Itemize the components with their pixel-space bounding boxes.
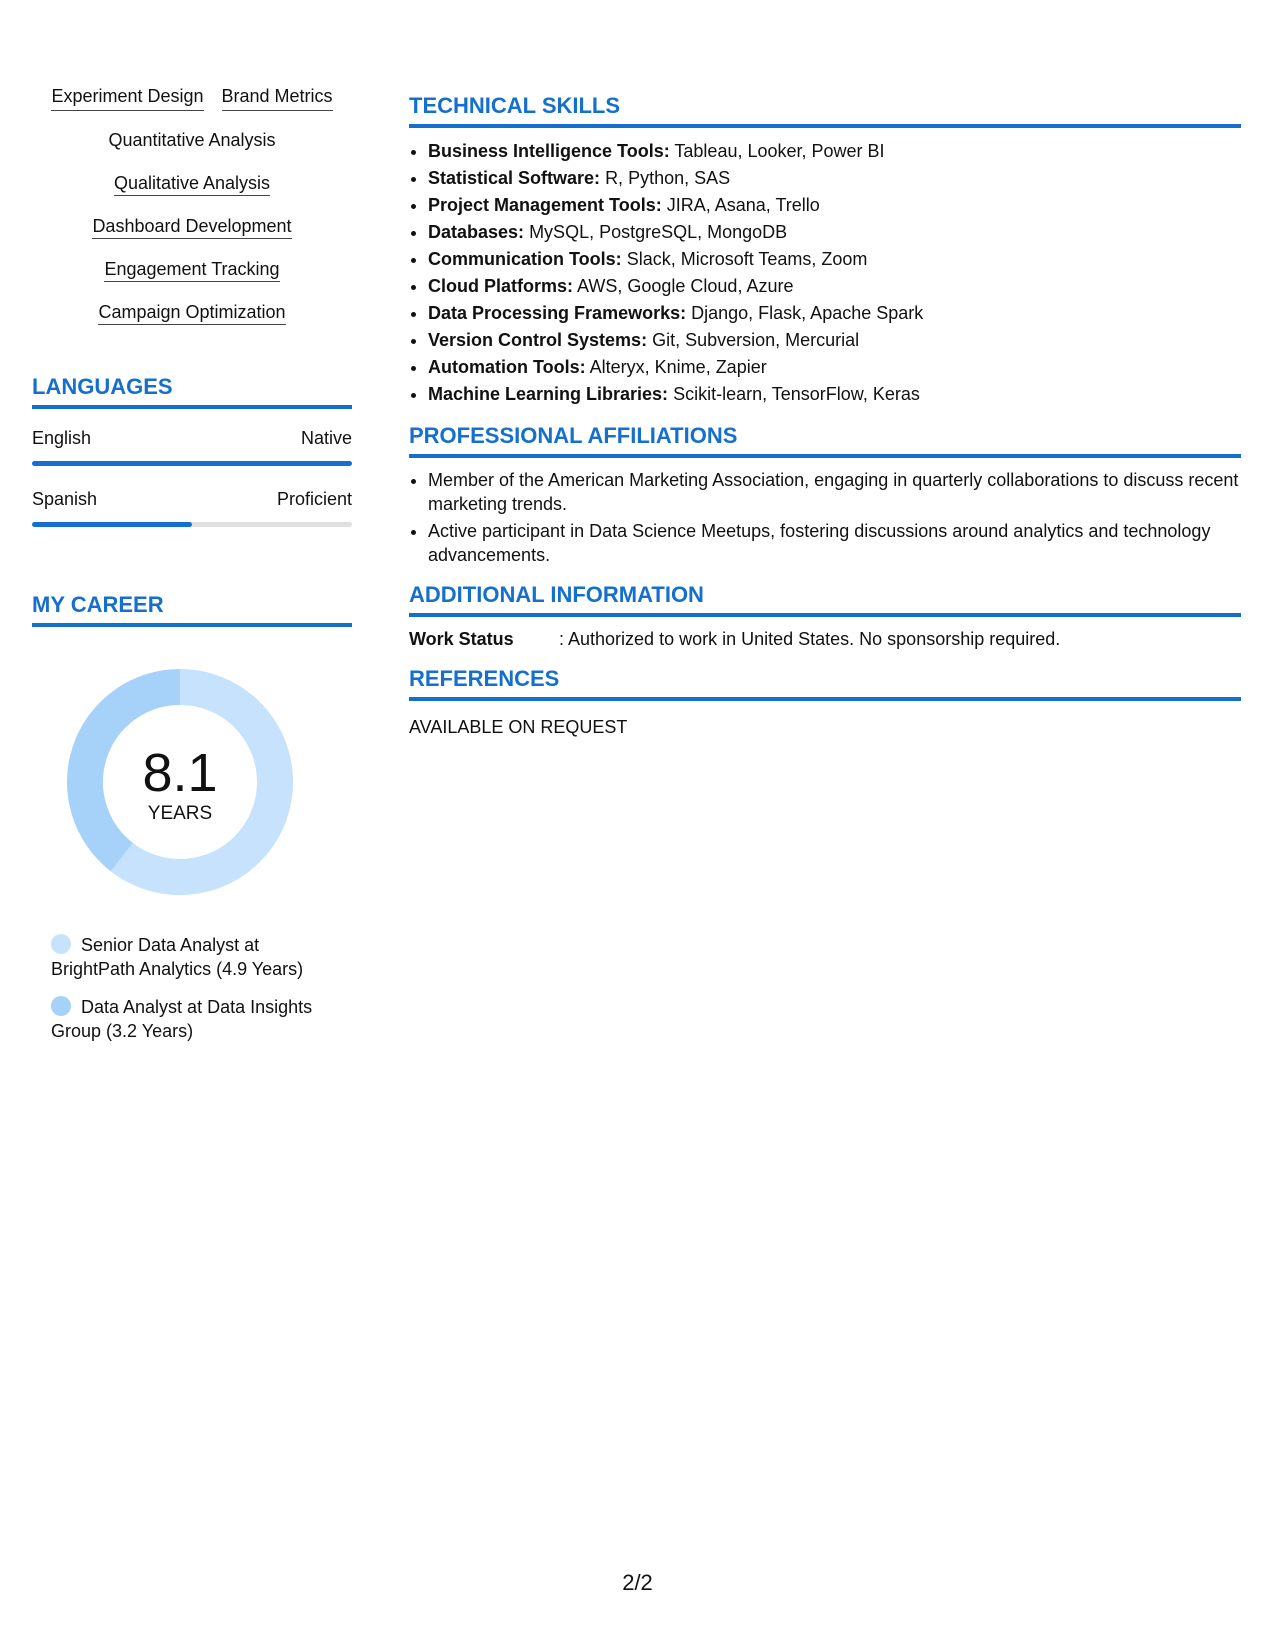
skill-category-label: Communication Tools: (428, 249, 622, 269)
legend-item (51, 933, 341, 981)
technical-skills-list (409, 138, 1241, 408)
references-heading: REFERENCES (409, 665, 1241, 701)
technical-skills-heading: TECHNICAL SKILLS (409, 92, 1241, 128)
skill-tag (32, 214, 352, 240)
list-item: • Member of the American Marketing Association, engaging in quarterly collaborations to discuss recent marketing trends. (428, 468, 1241, 516)
skill-list-item (428, 327, 1241, 354)
career-heading: MY CAREER (32, 591, 352, 627)
skill-tag-text: Qualitative Analysis (114, 173, 270, 196)
skill-category-label: Project Management Tools: (428, 195, 662, 215)
skill-list-item (428, 300, 1241, 327)
skill-category-value: Alteryx, Knime, Zapier (589, 357, 767, 377)
legend-dot-icon (51, 996, 71, 1016)
affiliations-list (409, 468, 1241, 567)
language-bar-fill (32, 461, 352, 466)
list-item: • Active participant in Data Science Meetups, fostering discussions around analytics and technology advancements. (428, 519, 1241, 567)
skill-tag: Quantitative Analysis (108, 130, 276, 150)
skill-list-item (428, 192, 1241, 219)
skill-list-item (428, 273, 1241, 300)
affiliations-section (409, 422, 1241, 567)
career-donut-chart (67, 669, 293, 895)
skill-tag (32, 300, 352, 326)
skill-list-item (428, 354, 1241, 381)
skill-category-value: MySQL, PostgreSQL, MongoDB (529, 222, 788, 242)
skill-tag-text: Engagement Tracking (104, 259, 279, 282)
skill-tag-text: Campaign Optimization (98, 302, 285, 325)
career-total-unit: YEARS (147, 803, 213, 824)
skill-list-item (428, 381, 1241, 408)
skill-tag (32, 171, 352, 197)
skill-list-item (428, 219, 1241, 246)
skill-tag: Experiment Design (51, 84, 203, 111)
language-bar (32, 461, 352, 466)
skill-list-item (428, 246, 1241, 273)
skill-category-label: Cloud Platforms: (428, 276, 574, 296)
additional-info-section (409, 581, 1241, 651)
career-legend (51, 933, 341, 1043)
languages-heading: LANGUAGES (32, 373, 352, 409)
skill-category-label: Business Intelligence Tools: (428, 141, 670, 161)
language-level: Native (300, 428, 352, 448)
references-text: AVAILABLE ON REQUEST (409, 717, 628, 737)
language-name: Spanish (32, 489, 98, 509)
legend-item (51, 995, 341, 1043)
skill-tag-text: Dashboard Development (92, 216, 291, 239)
skill-category-value: Scikit-learn, TensorFlow, Keras (673, 384, 920, 404)
skill-category-value: AWS, Google Cloud, Azure (577, 276, 794, 296)
skill-category-value: Django, Flask, Apache Spark (691, 303, 924, 323)
additional-info-heading: ADDITIONAL INFORMATION (409, 581, 1241, 617)
language-level: Proficient (276, 489, 352, 509)
work-status-row (409, 627, 1241, 651)
skill-tag (32, 257, 352, 283)
language-english (32, 427, 352, 466)
skill-tag: Brand Metrics (222, 84, 333, 111)
work-status-label: Work Status (409, 629, 514, 649)
skill-list-item (428, 138, 1241, 165)
legend-dot-icon (51, 934, 71, 954)
skill-category-label: Data Processing Frameworks: (428, 303, 687, 323)
technical-skills-section (409, 92, 1241, 408)
skill-category-value: Git, Subversion, Mercurial (652, 330, 860, 350)
language-bar-fill (32, 522, 192, 527)
skill-category-label: Automation Tools: (428, 357, 586, 377)
skills-cloud (32, 84, 352, 343)
skill-category-label: Statistical Software: (428, 168, 601, 188)
page-number: 2/2 (622, 1570, 653, 1595)
skill-category-label: Machine Learning Libraries: (428, 384, 669, 404)
references-section (409, 665, 1241, 739)
career-total-years: 8.1 (142, 743, 218, 803)
legend-label: Senior Data Analyst at BrightPath Analytics (4.9 Years) (51, 935, 304, 979)
skill-category-value: Tableau, Looker, Power BI (674, 141, 885, 161)
skill-category-label: Databases: (428, 222, 525, 242)
skill-category-value: JIRA, Asana, Trello (666, 195, 820, 215)
language-name: English (32, 428, 92, 448)
affiliations-heading: PROFESSIONAL AFFILIATIONS (409, 422, 1241, 458)
skill-list-item (428, 165, 1241, 192)
skill-category-label: Version Control Systems: (428, 330, 648, 350)
legend-label: Data Analyst at Data Insights Group (3.2 Years) (51, 997, 313, 1041)
left-column (32, 84, 352, 1057)
work-status-value: : Authorized to work in United States. No sponsorship required. (559, 629, 1061, 649)
skill-category-value: Slack, Microsoft Teams, Zoom (626, 249, 868, 269)
skill-category-value: R, Python, SAS (605, 168, 731, 188)
language-spanish (32, 488, 352, 527)
right-column (409, 92, 1241, 753)
language-bar (32, 522, 352, 527)
